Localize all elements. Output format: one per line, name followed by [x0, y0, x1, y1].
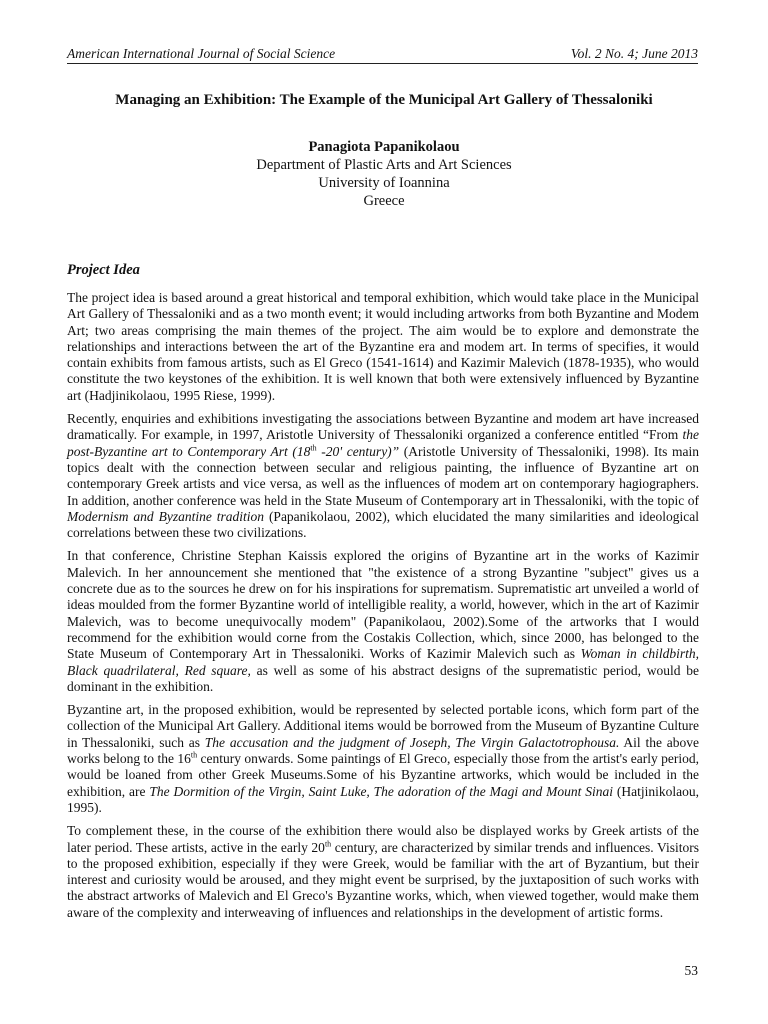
- author-department: Department of Plastic Arts and Art Sciences: [256, 157, 512, 173]
- volume-info: Vol. 2 No. 4; June 2013: [570, 46, 698, 61]
- author-university: University of Ioannina: [318, 175, 450, 191]
- paragraph-4: Byzantine art, in the proposed exhibition, would be represented by selected portable icons, which form part of the collection of the Municipal Art Gallery. Additional items would be borrowed from the Museum of Byzantine Culture in Thessaloniki, such as The accusation and the judgment of Joseph, The Virgin Galactotrophousa. Ail the above works belong to the 16th century onwards. Some paintings of El Greco, especially those from the artist's early period, would be loaned from other Greek Museums.Some of his Byzantine artworks, which would be included in the exhibition, are The Dormition of the Virgin, Saint Luke, The adoration of the Magi and Mount Sinai (Hatjinikolaou, 1995).: [67, 702, 699, 815]
- article-title: Managing an Exhibition: The Example of the Municipal Art Gallery of Thessaloniki: [115, 92, 653, 108]
- section-heading: Project Idea: [67, 262, 140, 278]
- paragraph-5: To complement these, in the course of the exhibition there would also be displayed works by Greek artists of the later period. These artists, active in the early 20th century, are characterized by similar trends and influences. Visitors to the proposed exhibition, especially if they were Greek, would be familiar with the art of Byzantium, but their interest and curiosity would be aroused, and they might event be surprised, by the juxtaposition of such works with the abstract artworks of Malevich and El Greco's Byzantine works, which, when viewed together, would make them aware of the complexity and interweaving of influences and relationships in the development of artistic forms.: [67, 823, 699, 920]
- paragraph-1: The project idea is based around a great historical and temporal exhibition, which would take place in the Municipal Art Gallery of Thessaloniki and as a two month event; it would including artworks from both Byzantine and Modem Art; two areas comprising the main themes of the project. The aim would be to explore and demonstrate the relationships and interactions between the art of the Byzantine era and modem art. In terms of specifies, it would contain exhibits from famous artists, such as El Greco (1541-1614) and Kazimir Malevich (1878-1935), who would constitute the two keystones of the exhibition. It is well known that both were extensively influenced by Byzantine art (Hadjinikolaou, 1995 Riese, 1999).: [67, 290, 699, 403]
- article-body: [67, 290, 699, 928]
- page-number: 53: [684, 963, 698, 978]
- running-header: [67, 45, 698, 64]
- author-block: [60, 138, 708, 210]
- journal-name: American International Journal of Social Science: [67, 46, 336, 61]
- paragraph-2: Recently, enquiries and exhibitions investigating the associations between Byzantine and modem art have increased dramatically. For example, in 1997, Aristotle University of Thessaloniki organized a conference entitled “From the post-Byzantine art to Contemporary Art (18th -20' century)” (Aristotle University of Thessaloniki, 1998). Its main topics dealt with the connection between secular and religious painting, the influence of Byzantine art on contemporary Greek artists and vice versa, as well as the influences of modem art on contemporary hagiographers. In addition, another conference was held in the State Museum of Contemporary art in Thessaloniki, with the topic of Modernism and Byzantine tradition (Papanikolaou, 2002), which elucidated the many similarities and ideological correlations between these two civilizations.: [67, 411, 699, 541]
- paragraph-3: In that conference, Christine Stephan Kaissis explored the origins of Byzantine art in the works of Kazimir Malevich. In her announcement she mentioned that "the existence of a strong Byzantine "subject" gives us a concrete due as to the sources he drew on for his inspirations for suprematism. Suprematistic art unveiled a world of ideas moulded from the former Byzantine world of intelligible reality, a world, however, which in the art of Kazimir Malevich, was to become unequivocally modem" (Papanikolaou, 2002).Some of the artworks that I would recommend for the exhibition would corne from the Costakis Collection, which, since 2000, has belonged to the State Museum of Contemporary Art in Thessaloniki. Works of Kazimir Malevich such as Woman in childbirth, Black quadrilateral, Red square, as well as some of his abstract designs of the suprematistic period, would be dominant in the exhibition.: [67, 548, 699, 694]
- author-country: Greece: [363, 193, 405, 209]
- author-name: Panagiota Papanikolaou: [308, 139, 460, 155]
